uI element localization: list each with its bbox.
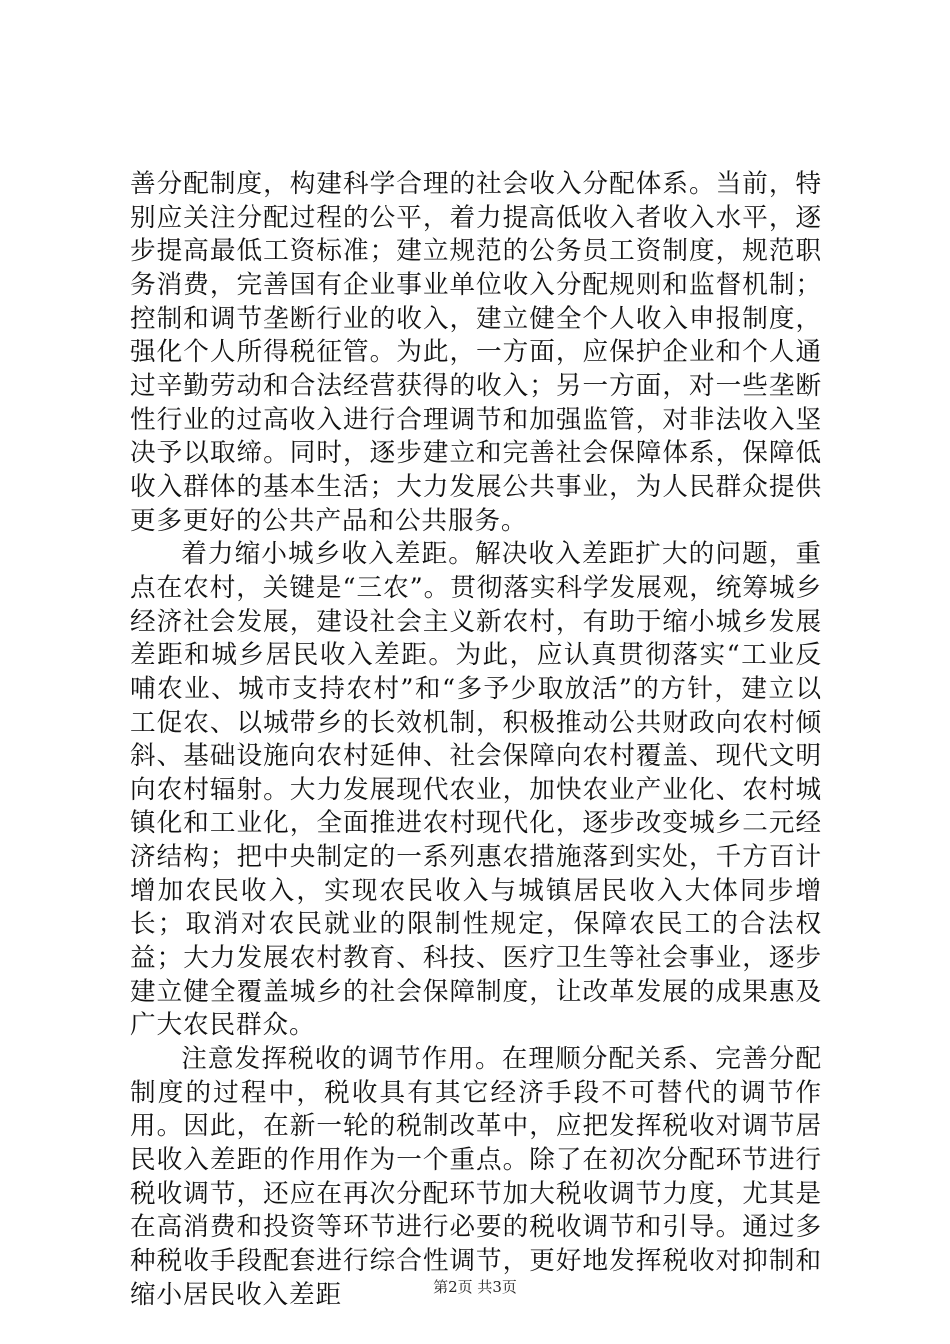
document-body bbox=[130, 168, 822, 1312]
paragraph-tax-regulation: 注意发挥税收的调节作用。在理顺分配关系、完善分配制度的过程中，税收具有其它经济手段不可替代的调节作用。因此，在新一轮的税制改革中，应把发挥税收对调节居民收入差距的作用作为一个重点。除了在初次分配环节进行税收调节，还应在再次分配环节加大税收调节力度，尤其是在高消费和投资等环节进行必要的税收调节和引导。通过多种税收手段配套进行综合性调节，更好地发挥税收对抑制和缩小居民收入差距 bbox=[130, 1044, 822, 1310]
page-footer bbox=[0, 1276, 950, 1297]
paragraph-income-distribution: 善分配制度，构建科学合理的社会收入分配体系。当前，特别应关注分配过程的公平，着力提高低收入者收入水平，逐步提高最低工资标准；建立规范的公务员工资制度，规范职务消费，完善国有企业事业单位收入分配规则和监督机制；控制和调节垄断行业的收入，建立健全个人收入申报制度，强化个人所得税征管。为此，一方面，应保护企业和个人通过辛勤劳动和合法经营获得的收入；另一方面，对一些垄断性行业的过高收入进行合理调节和加强监管，对非法收入坚决予以取缔。同时，逐步建立和完善社会保障体系，保障低收入群体的基本生活；大力发展公共事业，为人民群众提供更多更好的公共产品和公共服务。 bbox=[130, 169, 822, 536]
page-number-label: 第2页 共3页 bbox=[433, 1278, 517, 1296]
paragraph-urban-rural-gap: 着力缩小城乡收入差距。解决收入差距扩大的问题，重点在农村，关键是“三农”。贯彻落实科学发展观，统筹城乡经济社会发展，建设社会主义新农村，有助于缩小城乡发展差距和城乡居民收入差距。为此，应认真贯彻落实“工业反哺农业、城市支持农村”和“多予少取放活”的方针，建立以工促农、以城带乡的长效机制，积极推动公共财政向农村倾斜、基础设施向农村延伸、社会保障向农村覆盖、现代文明向农村辐射。大力发展现代农业，加快农业产业化、农村城镇化和工业化，全面推进农村现代化，逐步改变城乡二元经济结构；把中央制定的一系列惠农措施落到实处，千方百计增加农民收入，实现农民收入与城镇居民收入大体同步增长；取消对农民就业的限制性规定，保障农民工的合法权益；大力发展农村教育、科技、医疗卫生等社会事业，逐步建立健全覆盖城乡的社会保障制度，让改革发展的成果惠及广大农民群众。 bbox=[130, 539, 822, 1041]
